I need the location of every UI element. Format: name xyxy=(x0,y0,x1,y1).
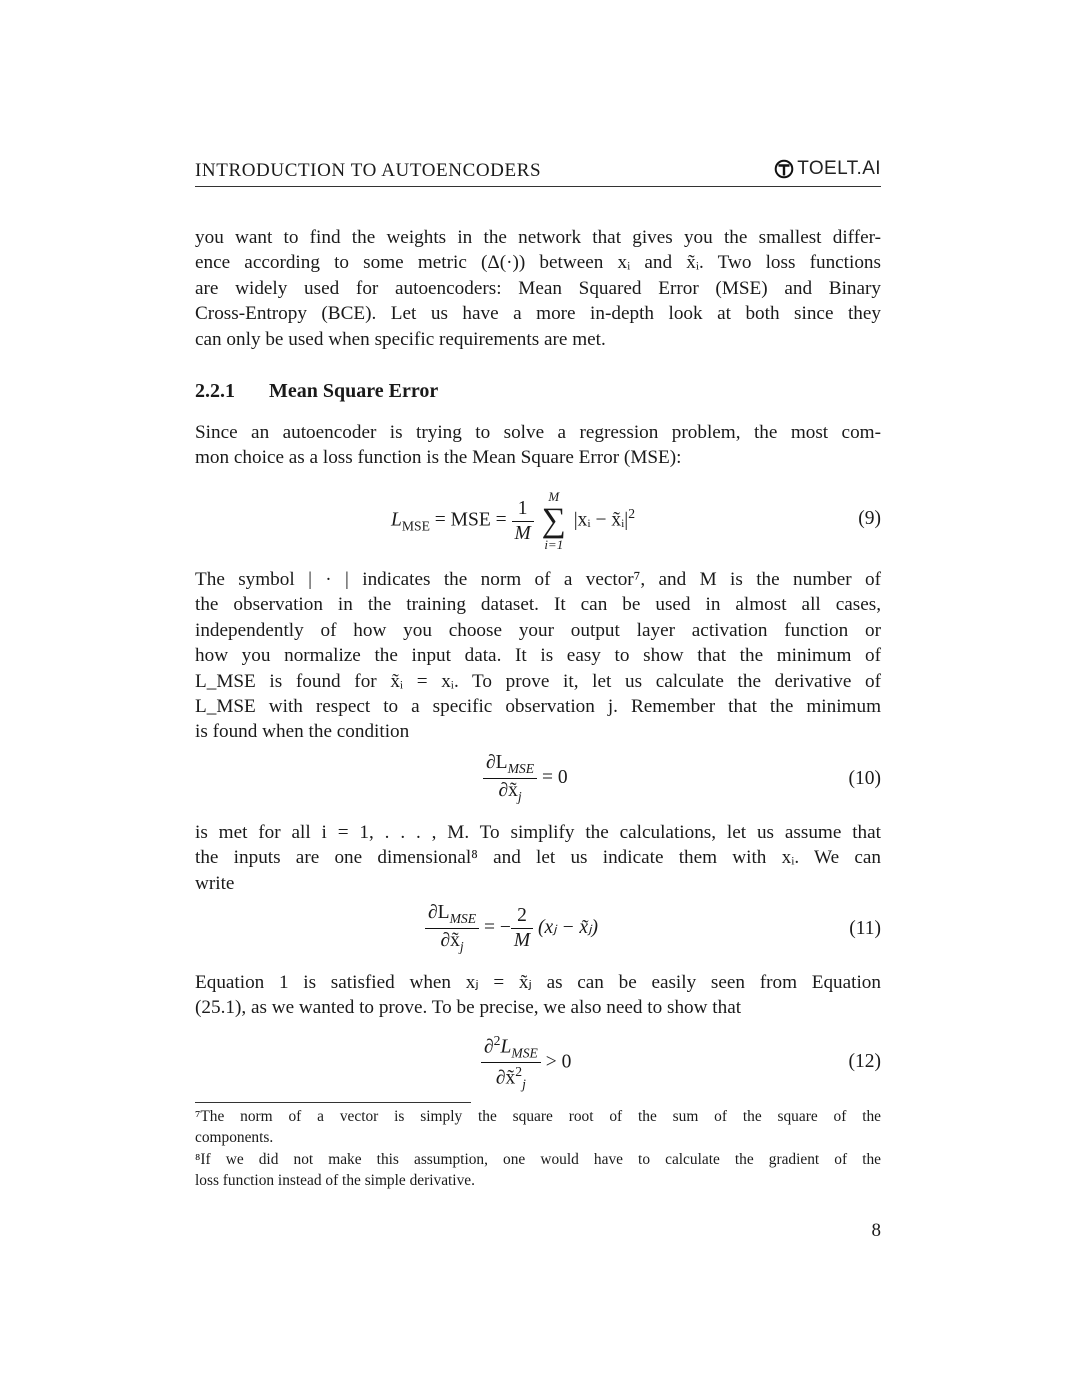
eq11-fraction-right xyxy=(511,905,533,952)
equation-12-number: (12) xyxy=(848,1051,881,1072)
eq9-mid: = MSE = xyxy=(434,509,507,531)
eq10-fraction xyxy=(483,752,537,805)
footnote-7 xyxy=(195,1106,881,1148)
eq12-num-sup: 2 xyxy=(493,1033,501,1048)
eq10-num-sub: MSE xyxy=(507,760,535,776)
footnote-8 xyxy=(195,1149,881,1191)
eq9-sum-bottom: i=1 xyxy=(544,537,564,552)
equation-10-body xyxy=(483,752,568,805)
footnote-line: components. xyxy=(195,1129,274,1146)
running-header xyxy=(195,158,881,187)
text-line: L_MSE is found for x̃ᵢ = xᵢ. To prove it, let us calculate the derivative of xyxy=(195,670,881,692)
eq11-numerator xyxy=(425,902,479,929)
eq10-rhs: = 0 xyxy=(541,766,568,788)
eq10-den-sub: j xyxy=(517,788,522,804)
eq9-power: 2 xyxy=(628,505,636,521)
eq9-frac-num: 1 xyxy=(512,498,534,522)
eq11-frac-den: M xyxy=(513,929,531,951)
text-line: is found when the condition xyxy=(195,721,410,743)
section-title: Mean Square Error xyxy=(269,380,439,402)
eq11-eqsign: = − xyxy=(483,916,511,938)
section-heading xyxy=(195,380,438,403)
equation-12 xyxy=(195,1033,881,1095)
text-line: independently of how you choose your output layer activation function or xyxy=(195,619,881,641)
eq12-den: ∂x̃ xyxy=(495,1067,516,1089)
eq11-frac-num: 2 xyxy=(511,905,533,929)
eq11-den: ∂x̃ xyxy=(440,929,460,951)
equation-11 xyxy=(195,902,881,960)
eq10-numerator xyxy=(483,752,537,779)
text-line: are widely used for autoencoders: Mean Squared Error (MSE) and Binary xyxy=(195,277,881,299)
footnote-line: loss function instead of the simple derivative. xyxy=(195,1172,475,1189)
text-line: Equation 1 is satisfied when xⱼ = x̃ⱼ as can be easily seen from Equation xyxy=(195,972,881,993)
eq9-lhs-sub: MSE xyxy=(401,518,430,534)
logo-text: TOELT.AI xyxy=(797,158,881,179)
equation-10-number: (10) xyxy=(848,768,881,789)
eq9-sum xyxy=(542,490,566,552)
text-line: write xyxy=(195,872,235,894)
text-line: mon choice as a loss function is the Mean Square Error (MSE): xyxy=(195,447,682,469)
text-line: (25.1), as we wanted to prove. To be precise, we also need to show that xyxy=(195,997,742,1019)
eq11-denominator xyxy=(425,929,479,955)
equation-10 xyxy=(195,752,881,810)
paragraph-met xyxy=(195,820,881,896)
eq12-num-l: L xyxy=(500,1036,512,1058)
eq9-lhs: L xyxy=(391,509,402,531)
footnote-line: ⁸If we did not make this assumption, one would have to calculate the gradient of the xyxy=(195,1151,881,1168)
eq12-den-sub: j xyxy=(522,1076,526,1092)
text-line: the inputs are one dimensional⁸ and let us indicate them with xᵢ. We can xyxy=(195,847,881,869)
eq9-body-term: |xᵢ − x̃ᵢ| xyxy=(573,509,629,531)
text-line: you want to find the weights in the network that gives you the smallest differ- xyxy=(195,227,881,248)
toelt-logo-icon xyxy=(774,159,794,179)
text-line: can only be used when specific requirements are met. xyxy=(195,328,606,350)
text-line: Since an autoencoder is trying to solve a regression problem, the most com- xyxy=(195,422,881,443)
equation-12-body xyxy=(481,1033,571,1093)
eq10-denominator xyxy=(483,779,537,805)
eq12-num: ∂ xyxy=(484,1036,494,1058)
eq12-fraction xyxy=(481,1033,541,1093)
paragraph-intro xyxy=(195,225,881,352)
eq10-num: ∂L xyxy=(486,752,508,773)
running-title: INTRODUCTION TO AUTOENCODERS xyxy=(195,160,542,181)
page-number: 8 xyxy=(871,1220,881,1241)
text-line: how you normalize the input data. It is easy to show that the minimum of xyxy=(195,645,881,667)
footnote-rule xyxy=(195,1102,471,1103)
eq9-fraction xyxy=(512,498,534,545)
eq11-num-sub: MSE xyxy=(449,910,477,926)
equation-11-number: (11) xyxy=(849,918,881,939)
toelt-logo xyxy=(774,158,881,180)
text-line: L_MSE with respect to a specific observation j. Remember that the minimum xyxy=(195,695,881,717)
eq10-den: ∂x̃ xyxy=(498,779,518,801)
text-line: The symbol | · | indicates the norm of a vector⁷, and M is the number of xyxy=(195,569,881,590)
equation-11-body xyxy=(425,902,598,955)
eq11-num: ∂L xyxy=(428,902,450,923)
footnote-line: ⁷The norm of a vector is simply the square root of the sum of the square of the xyxy=(195,1108,881,1125)
section-number: 2.2.1 xyxy=(195,380,235,402)
paragraph-norm xyxy=(195,567,881,745)
equation-9 xyxy=(195,482,881,554)
text-line: Cross-Entropy (BCE). Let us have a more in-depth look at both since they xyxy=(195,303,881,325)
sigma-symbol: ∑ xyxy=(541,502,566,539)
text-line: is met for all i = 1, . . . , M. To simplify the calculations, let us assume that xyxy=(195,822,881,843)
eq9-frac-den: M xyxy=(514,522,531,544)
eq9-sum-top: M xyxy=(548,489,560,504)
paragraph-eq1 xyxy=(195,970,881,1021)
equation-9-body xyxy=(391,490,635,552)
eq11-fraction-left xyxy=(425,902,479,955)
eq12-rhs: > 0 xyxy=(545,1051,572,1073)
eq11-rhs: (xⱼ − x̃ⱼ) xyxy=(537,916,598,938)
eq12-num-sub: MSE xyxy=(511,1045,538,1061)
equation-9-number: (9) xyxy=(858,508,881,529)
eq11-den-sub: j xyxy=(459,938,464,954)
paragraph-mse-intro xyxy=(195,420,881,471)
text-line: ence according to some metric (Δ(·)) between xᵢ and x̃ᵢ. Two loss functions xyxy=(195,252,881,274)
eq12-denominator xyxy=(481,1063,541,1092)
text-line: the observation in the training dataset. It can be used in almost all cases, xyxy=(195,594,881,616)
eq12-den-sup: 2 xyxy=(515,1064,523,1080)
eq12-numerator xyxy=(481,1033,541,1063)
